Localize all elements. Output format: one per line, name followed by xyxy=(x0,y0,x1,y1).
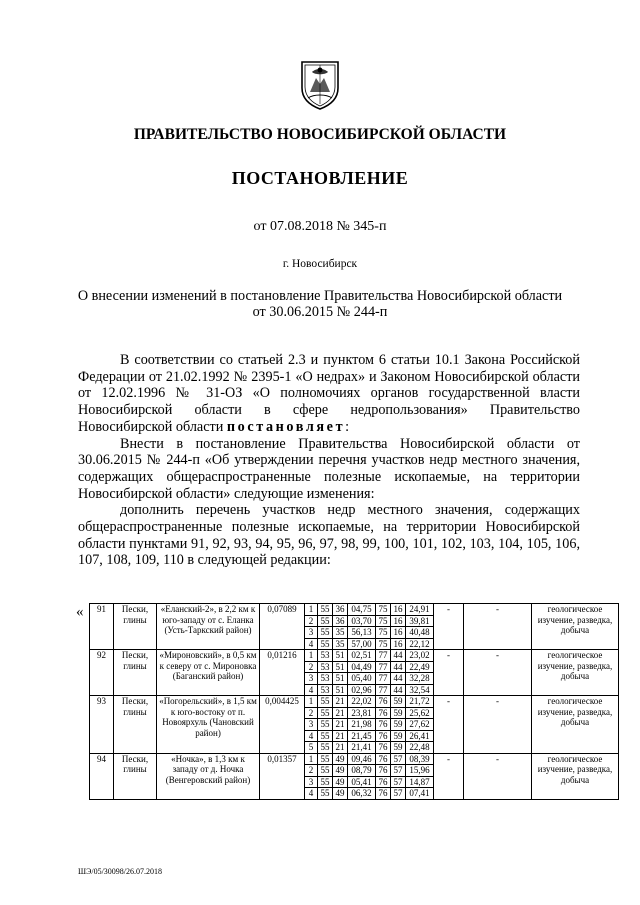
lon-sec-cell: 22,49 xyxy=(406,661,434,673)
lat-deg-cell: 55 xyxy=(318,638,333,650)
lat-min-cell: 49 xyxy=(333,776,348,788)
lon-deg-cell: 77 xyxy=(376,661,391,673)
resources-cell: - xyxy=(464,650,532,696)
use-type-cell: геологическое изучение, разведка, добыча xyxy=(532,753,619,799)
point-index-cell: 5 xyxy=(305,742,318,754)
lon-sec-cell: 26,41 xyxy=(406,730,434,742)
plot-area-cell: 0,07089 xyxy=(260,604,305,650)
plot-area-cell: 0,01216 xyxy=(260,650,305,696)
lon-sec-cell: 22,48 xyxy=(406,742,434,754)
lon-deg-cell: 76 xyxy=(376,719,391,731)
document-subject xyxy=(0,288,640,320)
lat-sec-cell: 09,46 xyxy=(348,753,376,765)
lat-deg-cell: 55 xyxy=(318,627,333,639)
lat-min-cell: 51 xyxy=(333,650,348,662)
lat-deg-cell: 55 xyxy=(318,765,333,777)
plot-name-location-cell: «Ночка», в 1,3 км к западу от д. Ночка (Венгеровский район) xyxy=(157,753,260,799)
lat-sec-cell: 21,41 xyxy=(348,742,376,754)
lat-sec-cell: 57,00 xyxy=(348,638,376,650)
point-index-cell: 4 xyxy=(305,684,318,696)
lon-min-cell: 59 xyxy=(391,730,406,742)
lat-min-cell: 36 xyxy=(333,615,348,627)
lon-sec-cell: 14,87 xyxy=(406,776,434,788)
lon-deg-cell: 75 xyxy=(376,604,391,616)
lat-min-cell: 51 xyxy=(333,684,348,696)
lat-min-cell: 36 xyxy=(333,604,348,616)
lat-sec-cell: 08,79 xyxy=(348,765,376,777)
subject-line-1: О внесении изменений в постановление Правительства Новосибирской области xyxy=(77,288,563,304)
lat-deg-cell: 53 xyxy=(318,661,333,673)
lon-min-cell: 57 xyxy=(391,765,406,777)
category-cell: - xyxy=(434,696,464,754)
category-cell: - xyxy=(434,753,464,799)
point-index-cell: 3 xyxy=(305,776,318,788)
lon-min-cell: 44 xyxy=(391,661,406,673)
lon-min-cell: 57 xyxy=(391,753,406,765)
lon-min-cell: 59 xyxy=(391,696,406,708)
lon-sec-cell: 08,39 xyxy=(406,753,434,765)
lon-sec-cell: 15,96 xyxy=(406,765,434,777)
use-type-cell: геологическое изучение, разведка, добыча xyxy=(532,696,619,754)
lat-min-cell: 21 xyxy=(333,707,348,719)
lat-sec-cell: 21,98 xyxy=(348,719,376,731)
lon-deg-cell: 77 xyxy=(376,684,391,696)
plot-number-cell: 91 xyxy=(90,604,114,650)
plot-name-location-cell: «Мироновский», в 0,5 км к северу от с. Мироновка (Баганский район) xyxy=(157,650,260,696)
document-date-number: от 07.08.2018 № 345-п xyxy=(253,219,387,234)
plot-name-location-cell: «Еланский-2», в 2,2 км к юго-западу от с. Еланка (Усть-Таркский район) xyxy=(157,604,260,650)
lat-min-cell: 49 xyxy=(333,753,348,765)
resolves-keyword: постановляет xyxy=(226,418,346,435)
lon-min-cell: 44 xyxy=(391,650,406,662)
lon-deg-cell: 76 xyxy=(376,788,391,800)
table-row xyxy=(90,753,619,765)
resources-cell: - xyxy=(464,604,532,650)
lon-sec-cell: 24,91 xyxy=(406,604,434,616)
lat-deg-cell: 53 xyxy=(318,673,333,685)
table-row xyxy=(90,650,619,662)
lon-min-cell: 57 xyxy=(391,776,406,788)
lon-sec-cell: 23,02 xyxy=(406,650,434,662)
lon-min-cell: 44 xyxy=(391,684,406,696)
lat-sec-cell: 05,40 xyxy=(348,673,376,685)
lon-deg-cell: 75 xyxy=(376,638,391,650)
lon-sec-cell: 07,41 xyxy=(406,788,434,800)
lat-min-cell: 21 xyxy=(333,742,348,754)
lat-min-cell: 35 xyxy=(333,627,348,639)
lat-deg-cell: 55 xyxy=(318,719,333,731)
lat-min-cell: 51 xyxy=(333,661,348,673)
point-index-cell: 2 xyxy=(305,707,318,719)
lon-deg-cell: 76 xyxy=(376,707,391,719)
organization-title: ПРАВИТЕЛЬСТВО НОВОСИБИРСКОЙ ОБЛАСТИ xyxy=(133,126,507,143)
point-index-cell: 3 xyxy=(305,719,318,731)
lon-sec-cell: 32,28 xyxy=(406,673,434,685)
document-type-title: ПОСТАНОВЛЕНИЕ xyxy=(231,168,409,188)
paragraph-addition: дополнить перечень участков недр местного значения, содержащих общераспространенные полезные ископаемые, на территории Новосибирской области пунктами 91, 92, 93, 94, 95, 96, 97, 98, 99, 100, 101, 102, 103, 104, 105, 106, 107, 108, 109, 110 в следующей редакции: xyxy=(78,502,580,569)
lat-deg-cell: 53 xyxy=(318,650,333,662)
lon-deg-cell: 77 xyxy=(376,650,391,662)
table-row xyxy=(90,604,619,616)
lon-min-cell: 59 xyxy=(391,742,406,754)
point-index-cell: 1 xyxy=(305,604,318,616)
opening-quote-mark: « xyxy=(76,604,84,620)
mineral-type-cell: Пески, глины xyxy=(114,650,157,696)
lon-sec-cell: 40,48 xyxy=(406,627,434,639)
lon-sec-cell: 39,81 xyxy=(406,615,434,627)
plot-area-cell: 0,004425 xyxy=(260,696,305,754)
lat-sec-cell: 02,51 xyxy=(348,650,376,662)
lon-deg-cell: 76 xyxy=(376,753,391,765)
lat-sec-cell: 02,96 xyxy=(348,684,376,696)
lon-min-cell: 59 xyxy=(391,719,406,731)
mineral-type-cell: Пески, глины xyxy=(114,753,157,799)
point-index-cell: 4 xyxy=(305,788,318,800)
lat-sec-cell: 04,49 xyxy=(348,661,376,673)
subject-line-2: от 30.06.2015 № 244-п xyxy=(252,304,388,320)
lat-sec-cell: 05,41 xyxy=(348,776,376,788)
lat-sec-cell: 23,81 xyxy=(348,707,376,719)
lon-sec-cell: 32,54 xyxy=(406,684,434,696)
subsoil-plots-table-body xyxy=(90,604,619,800)
lat-min-cell: 21 xyxy=(333,719,348,731)
lon-sec-cell: 25,62 xyxy=(406,707,434,719)
lat-deg-cell: 55 xyxy=(318,604,333,616)
lon-min-cell: 59 xyxy=(391,707,406,719)
lon-deg-cell: 76 xyxy=(376,776,391,788)
lat-min-cell: 21 xyxy=(333,696,348,708)
lat-deg-cell: 55 xyxy=(318,788,333,800)
paragraph-legal-basis-text: В соответствии со статьей 2.3 и пунктом 6 статьи 10.1 Закона Российской Федерации от 21.02.1992 № 2395-1 «О недрах» и Законом Новосибирской области от 12.02.1996 № 31-ОЗ «О полномочиях органов государственной власти Новосибирской области в сфере недропользования» Правительство Новосибирской области xyxy=(78,352,580,435)
lat-min-cell: 49 xyxy=(333,788,348,800)
lat-sec-cell: 56,13 xyxy=(348,627,376,639)
lon-min-cell: 16 xyxy=(391,627,406,639)
lon-deg-cell: 75 xyxy=(376,615,391,627)
lon-deg-cell: 76 xyxy=(376,765,391,777)
category-cell: - xyxy=(434,604,464,650)
resources-cell: - xyxy=(464,696,532,754)
lat-min-cell: 49 xyxy=(333,765,348,777)
lon-min-cell: 16 xyxy=(391,615,406,627)
lon-deg-cell: 75 xyxy=(376,627,391,639)
lon-min-cell: 44 xyxy=(391,673,406,685)
lat-deg-cell: 55 xyxy=(318,615,333,627)
lat-deg-cell: 55 xyxy=(318,730,333,742)
lat-deg-cell: 53 xyxy=(318,684,333,696)
lat-sec-cell: 06,32 xyxy=(348,788,376,800)
paragraph-legal-basis xyxy=(78,352,580,436)
lon-min-cell: 57 xyxy=(391,788,406,800)
lat-deg-cell: 55 xyxy=(318,696,333,708)
point-index-cell: 4 xyxy=(305,638,318,650)
lon-min-cell: 16 xyxy=(391,638,406,650)
lon-sec-cell: 27,62 xyxy=(406,719,434,731)
lon-deg-cell: 77 xyxy=(376,673,391,685)
footer-registration-code: ШЭ/05/30098/26.07.2018 xyxy=(78,867,163,876)
lon-sec-cell: 22,12 xyxy=(406,638,434,650)
subsoil-plots-table xyxy=(89,603,619,800)
lat-sec-cell: 21,45 xyxy=(348,730,376,742)
paragraph-amendment: Внести в постановление Правительства Новосибирской области от 30.06.2015 № 244-п «Об утверждении перечня участков недр местного значения, содержащих общераспространенные полезные ископаемые, на территории Новосибирской области» следующие изменения: xyxy=(78,435,580,502)
mineral-type-cell: Пески, глины xyxy=(114,604,157,650)
plot-number-cell: 94 xyxy=(90,753,114,799)
resources-cell: - xyxy=(464,753,532,799)
lat-min-cell: 21 xyxy=(333,730,348,742)
paragraph-legal-basis-end: : xyxy=(345,418,350,435)
point-index-cell: 1 xyxy=(305,650,318,662)
point-index-cell: 1 xyxy=(305,753,318,765)
point-index-cell: 2 xyxy=(305,765,318,777)
mineral-type-cell: Пески, глины xyxy=(114,696,157,754)
point-index-cell: 1 xyxy=(305,696,318,708)
document-body xyxy=(78,352,580,569)
lat-min-cell: 35 xyxy=(333,638,348,650)
plot-number-cell: 92 xyxy=(90,650,114,696)
lat-sec-cell: 03,70 xyxy=(348,615,376,627)
lon-deg-cell: 76 xyxy=(376,696,391,708)
lat-deg-cell: 55 xyxy=(318,776,333,788)
lat-deg-cell: 55 xyxy=(318,753,333,765)
document-city: г. Новосибирск xyxy=(282,258,358,270)
point-index-cell: 4 xyxy=(305,730,318,742)
point-index-cell: 3 xyxy=(305,673,318,685)
table-row xyxy=(90,696,619,708)
use-type-cell: геологическое изучение, разведка, добыча xyxy=(532,604,619,650)
lon-deg-cell: 76 xyxy=(376,730,391,742)
point-index-cell: 2 xyxy=(305,661,318,673)
lat-deg-cell: 55 xyxy=(318,707,333,719)
coat-of-arms-emblem-icon xyxy=(298,58,342,110)
point-index-cell: 2 xyxy=(305,615,318,627)
lat-sec-cell: 22,02 xyxy=(348,696,376,708)
category-cell: - xyxy=(434,650,464,696)
use-type-cell: геологическое изучение, разведка, добыча xyxy=(532,650,619,696)
point-index-cell: 3 xyxy=(305,627,318,639)
lon-sec-cell: 21,72 xyxy=(406,696,434,708)
lon-min-cell: 16 xyxy=(391,604,406,616)
plot-name-location-cell: «Погорельский», в 1,5 км к юго-востоку от п. Новоярхуль (Чановский район) xyxy=(157,696,260,754)
lat-min-cell: 51 xyxy=(333,673,348,685)
lat-deg-cell: 55 xyxy=(318,742,333,754)
plot-number-cell: 93 xyxy=(90,696,114,754)
plot-area-cell: 0,01357 xyxy=(260,753,305,799)
lat-sec-cell: 04,75 xyxy=(348,604,376,616)
lon-deg-cell: 76 xyxy=(376,742,391,754)
